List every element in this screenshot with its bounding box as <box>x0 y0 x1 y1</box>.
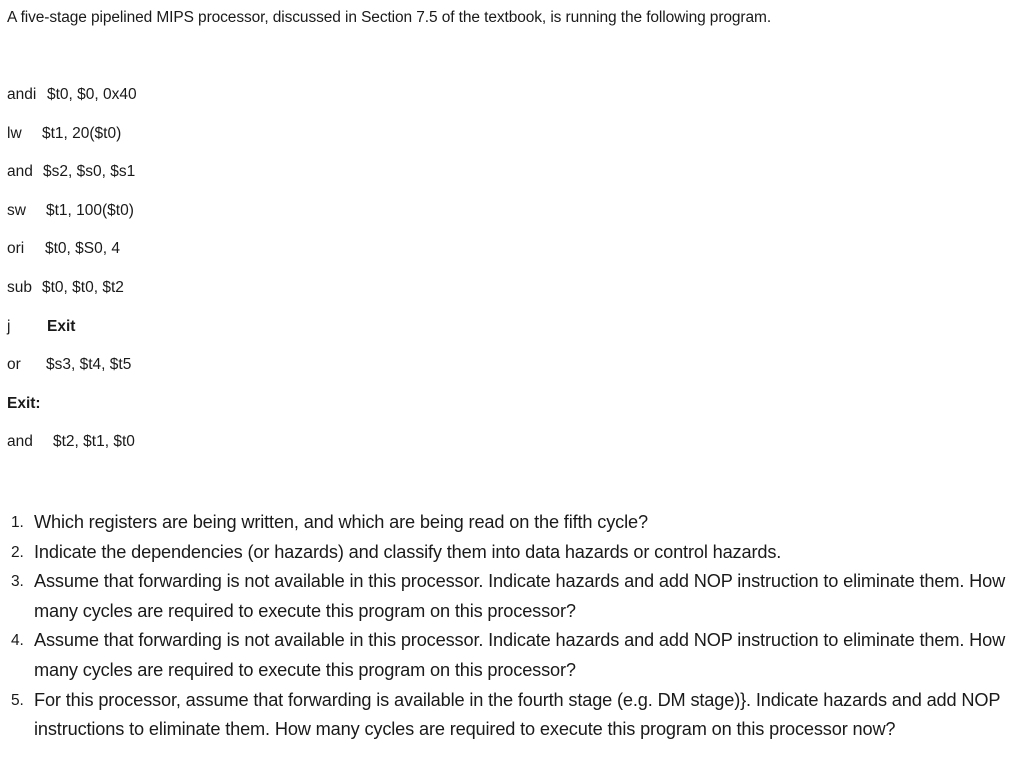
code-op: lw <box>7 125 22 142</box>
question-text: For this processor, assume that forwarding is available in the fourth stage (e.g. DM stage)}. Indicate hazards and add NOP instructions to eliminate them. How many cycles are required to execute this program on this processor now? <box>34 689 1001 740</box>
code-args: $t0, $0, 0x40 <box>47 86 137 103</box>
question-text: Assume that forwarding is not available in this processor. Indicate hazards and add NOP instruction to eliminate them. How many cycles are required to execute this program on this processor? <box>34 571 1006 621</box>
question-list <box>0 508 1024 745</box>
code-args: $t0, $S0, 4 <box>45 240 120 257</box>
code-line-5 <box>7 240 120 258</box>
question-item <box>0 567 1024 626</box>
code-line-3 <box>7 163 135 181</box>
question-text: Assume that forwarding is not available in this processor. Indicate hazards and add NOP instruction to eliminate them. How many cycles are required to execute this program on this processor? <box>34 630 1006 680</box>
code-op: j <box>7 318 11 335</box>
intro-text: A five-stage pipelined MIPS processor, discussed in Section 7.5 of the textbook, is running the following program. <box>7 9 772 26</box>
code-args: $t0, $t0, $t2 <box>42 279 124 296</box>
code-op: sw <box>7 202 26 219</box>
code-args: $t1, 100($t0) <box>46 202 134 219</box>
code-line-1 <box>7 86 137 104</box>
question-item <box>0 538 1024 568</box>
code-op: or <box>7 356 21 373</box>
code-args: $s3, $t4, $t5 <box>46 356 132 373</box>
question-number: 3. <box>11 573 24 591</box>
question-number: 2. <box>11 543 24 561</box>
question-text: Indicate the dependencies (or hazards) and classify them into data hazards or control hazards. <box>34 541 782 562</box>
code-args: Exit <box>47 318 76 335</box>
code-line-6 <box>7 279 124 297</box>
code-op: andi <box>7 86 37 103</box>
code-line-10 <box>7 433 135 451</box>
question-number: 5. <box>11 691 24 709</box>
question-item <box>0 686 1024 745</box>
code-args: $t2, $t1, $t0 <box>53 433 135 450</box>
code-args: $t1, 20($t0) <box>42 125 122 142</box>
question-number: 1. <box>11 514 24 531</box>
question-item <box>0 508 1024 538</box>
code-line-4 <box>7 202 134 220</box>
code-line-8 <box>7 356 131 374</box>
code-args: $s2, $s0, $s1 <box>43 163 136 180</box>
code-op: and <box>7 433 33 450</box>
code-line-7 <box>7 318 75 336</box>
code-op: ori <box>7 240 25 257</box>
code-op: sub <box>7 279 32 296</box>
code-label: Exit: <box>7 395 41 412</box>
question-number: 4. <box>11 632 24 650</box>
question-text: Which registers are being written, and which are being read on the fifth cycle? <box>34 512 648 532</box>
code-line-2 <box>7 125 121 143</box>
question-item <box>0 626 1024 685</box>
code-label-exit <box>7 395 41 413</box>
code-op: and <box>7 163 33 180</box>
